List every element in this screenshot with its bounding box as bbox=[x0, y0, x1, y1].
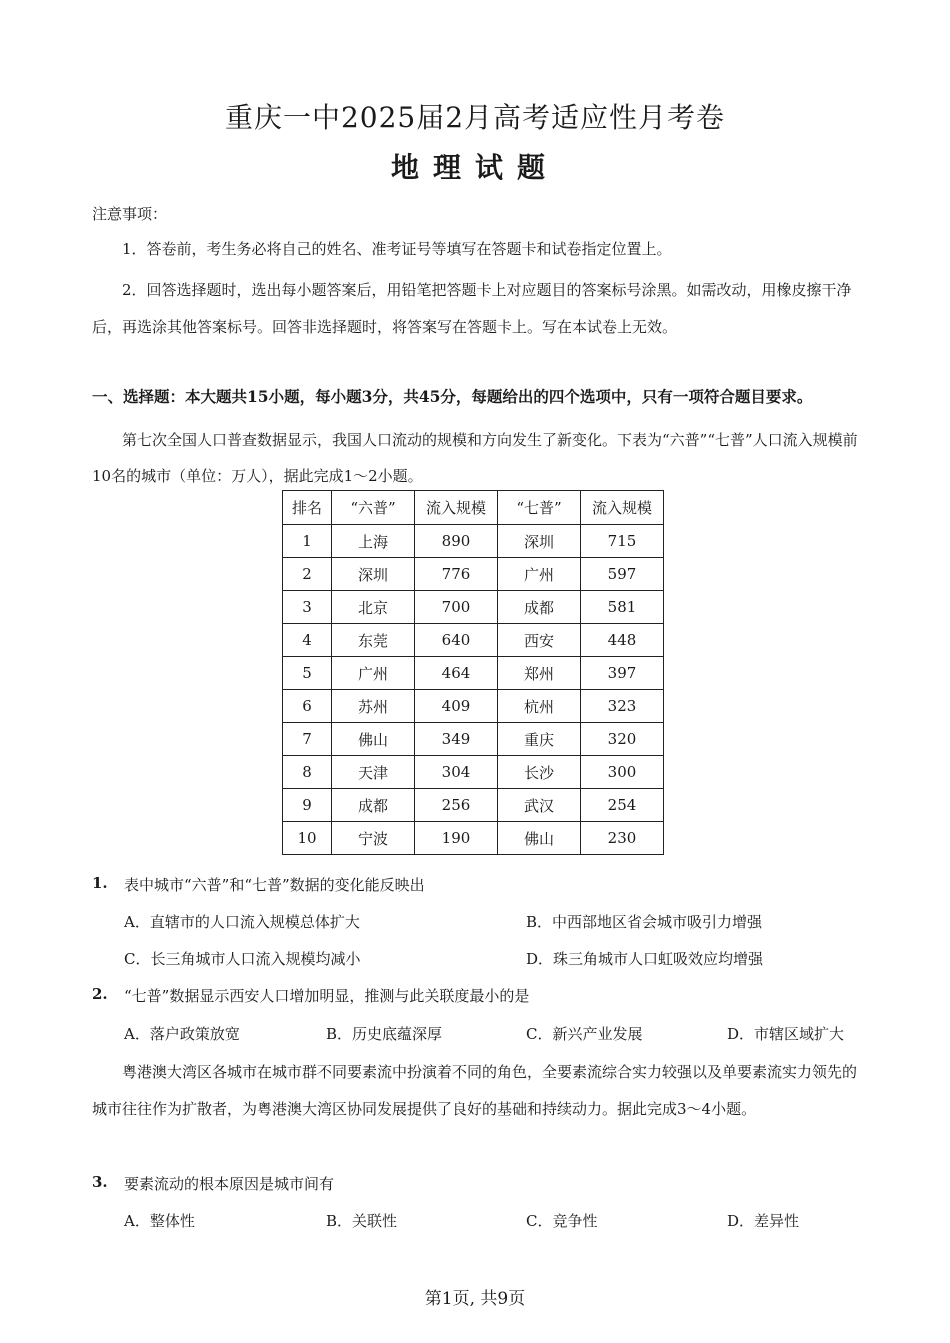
column-header: “六普” bbox=[332, 491, 415, 525]
table-cell: 597 bbox=[581, 558, 664, 591]
table-cell: 重庆 bbox=[498, 723, 581, 756]
table-cell: 佛山 bbox=[332, 723, 415, 756]
table-row bbox=[283, 822, 664, 855]
table-cell: 上海 bbox=[332, 525, 415, 558]
question-stem: “七普”数据显示西安人口增加明显，推测与此关联度最小的是 bbox=[124, 987, 530, 1005]
notes-heading: 注意事项： bbox=[92, 205, 168, 223]
table-cell: 东莞 bbox=[332, 624, 415, 657]
population-table bbox=[282, 490, 664, 855]
question-number: 2. bbox=[92, 985, 108, 1003]
column-header: 流入规模 bbox=[415, 491, 498, 525]
table-row bbox=[283, 690, 664, 723]
table-cell: 3 bbox=[283, 591, 332, 624]
table-cell: 宁波 bbox=[332, 822, 415, 855]
table-header-row bbox=[283, 491, 664, 525]
table-row bbox=[283, 624, 664, 657]
table-cell: 广州 bbox=[498, 558, 581, 591]
table-cell: 890 bbox=[415, 525, 498, 558]
table-cell: 448 bbox=[581, 624, 664, 657]
table-cell: 320 bbox=[581, 723, 664, 756]
table-cell: 杭州 bbox=[498, 690, 581, 723]
table-cell: 397 bbox=[581, 657, 664, 690]
table-cell: 郑州 bbox=[498, 657, 581, 690]
table-cell: 254 bbox=[581, 789, 664, 822]
option-c[interactable]: C．长三角城市人口流入规模均减小 bbox=[124, 950, 361, 968]
table-cell: 323 bbox=[581, 690, 664, 723]
table-cell: 成都 bbox=[498, 591, 581, 624]
table-cell: 715 bbox=[581, 525, 664, 558]
table-cell: 190 bbox=[415, 822, 498, 855]
page-number: 第1页, 共9页 bbox=[424, 1289, 526, 1309]
table-cell: 苏州 bbox=[332, 690, 415, 723]
table-cell: 700 bbox=[415, 591, 498, 624]
table-row bbox=[283, 657, 664, 690]
table-cell: 天津 bbox=[332, 756, 415, 789]
table-row bbox=[283, 591, 664, 624]
table-cell: 2 bbox=[283, 558, 332, 591]
question-group-intro: 第七次全国人口普查数据显示，我国人口流动的规模和方向发生了新变化。下表为“六普”“七普”人口流入规模前10名的城市（单位：万人），据此完成1～2小题。 bbox=[92, 431, 858, 485]
table-cell: 10 bbox=[283, 822, 332, 855]
table-cell: 1 bbox=[283, 525, 332, 558]
note-item: 2．回答选择题时，选出每小题答案后，用铅笔把答题卡上对应题目的答案标号涂黑。如需改动，用橡皮擦干净后，再选涂其他答案标号。回答非选择题时，将答案写在答题卡上。写在本试卷上无效。 bbox=[92, 281, 852, 336]
table-cell: 成都 bbox=[332, 789, 415, 822]
table-cell: 230 bbox=[581, 822, 664, 855]
note-item: 1．答卷前，考生务必将自己的姓名、准考证号等填写在答题卡和试卷指定位置上。 bbox=[122, 240, 672, 258]
column-header: 流入规模 bbox=[581, 491, 664, 525]
table-cell: 西安 bbox=[498, 624, 581, 657]
option-c[interactable]: C．竞争性 bbox=[526, 1212, 598, 1230]
table-cell: 256 bbox=[415, 789, 498, 822]
option-a[interactable]: A．落户政策放宽 bbox=[124, 1025, 240, 1043]
exam-subject: 地理试题 bbox=[390, 151, 559, 184]
table-cell: 300 bbox=[581, 756, 664, 789]
table-cell: 464 bbox=[415, 657, 498, 690]
column-header: 排名 bbox=[283, 491, 332, 525]
question-number: 3. bbox=[92, 1173, 108, 1191]
exam-title: 重庆一中2025届2月高考适应性月考卷 bbox=[224, 101, 726, 134]
table-row bbox=[283, 723, 664, 756]
option-b[interactable]: B．关联性 bbox=[326, 1212, 398, 1230]
option-a[interactable]: A．直辖市的人口流入规模总体扩大 bbox=[124, 913, 360, 931]
table-cell: 5 bbox=[283, 657, 332, 690]
table-cell: 4 bbox=[283, 624, 332, 657]
option-b[interactable]: B．中西部地区省会城市吸引力增强 bbox=[526, 913, 763, 931]
table-cell: 佛山 bbox=[498, 822, 581, 855]
table-cell: 广州 bbox=[332, 657, 415, 690]
table-cell: 深圳 bbox=[332, 558, 415, 591]
question-group-intro: 粤港澳大湾区各城市在城市群不同要素流中扮演着不同的角色，全要素流综合实力较强以及单要素流实力领先的城市往往作为扩散者，为粤港澳大湾区协同发展提供了良好的基础和持续动力。据此完成3～4小题。 bbox=[92, 1063, 858, 1118]
table-cell: 409 bbox=[415, 690, 498, 723]
table-cell: 长沙 bbox=[498, 756, 581, 789]
question-stem: 要素流动的根本原因是城市间有 bbox=[124, 1175, 335, 1193]
question-number: 1. bbox=[92, 874, 108, 892]
question-stem: 表中城市“六普”和“七普”数据的变化能反映出 bbox=[124, 876, 425, 894]
table-cell: 深圳 bbox=[498, 525, 581, 558]
option-d[interactable]: D．市辖区域扩大 bbox=[727, 1025, 845, 1043]
section-heading: 一、选择题：本大题共15小题，每小题3分，共45分，每题给出的四个选项中，只有一项符合题目要求。 bbox=[92, 387, 813, 406]
table-cell: 9 bbox=[283, 789, 332, 822]
table-cell: 北京 bbox=[332, 591, 415, 624]
table-cell: 304 bbox=[415, 756, 498, 789]
table-row bbox=[283, 789, 664, 822]
table-cell: 776 bbox=[415, 558, 498, 591]
table-cell: 8 bbox=[283, 756, 332, 789]
table-row bbox=[283, 558, 664, 591]
option-d[interactable]: D．差异性 bbox=[727, 1212, 800, 1230]
option-b[interactable]: B．历史底蕴深厚 bbox=[326, 1025, 443, 1043]
table-cell: 武汉 bbox=[498, 789, 581, 822]
table-cell: 349 bbox=[415, 723, 498, 756]
table-cell: 6 bbox=[283, 690, 332, 723]
option-d[interactable]: D．珠三角城市人口虹吸效应均增强 bbox=[526, 950, 764, 968]
option-a[interactable]: A．整体性 bbox=[124, 1212, 195, 1230]
table-cell: 640 bbox=[415, 624, 498, 657]
column-header: “七普” bbox=[498, 491, 581, 525]
table-cell: 7 bbox=[283, 723, 332, 756]
table-row bbox=[283, 756, 664, 789]
table-cell: 581 bbox=[581, 591, 664, 624]
option-c[interactable]: C．新兴产业发展 bbox=[526, 1025, 643, 1043]
table-row bbox=[283, 525, 664, 558]
